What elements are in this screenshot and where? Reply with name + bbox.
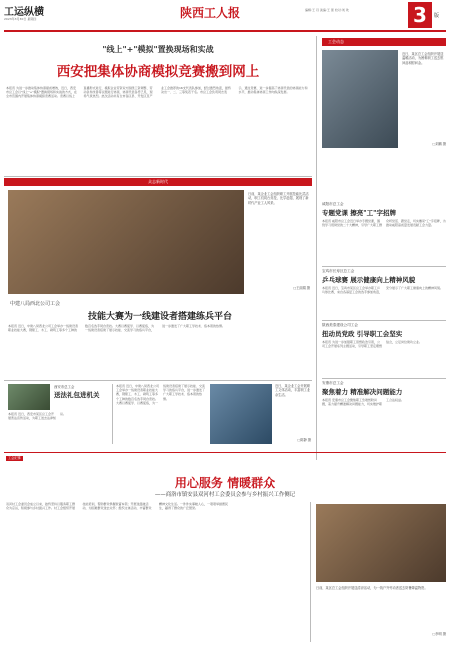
news-body: 本报讯 咸阳市总工会近日举办专题党课，围绕学习贯彻党的二十大精神，引导广大职工群众听党话、跟党走，切实擦亮"工"字招牌，为推动咸阳高质量发展贡献工会力量。: [322, 219, 446, 228]
photo-credit: □刘鹏 摄: [432, 142, 446, 146]
divider: [322, 266, 446, 267]
news-kicker: 宝鸡市长寿区总工会: [322, 269, 355, 273]
section-three-badge: 工会纪事: [8, 456, 21, 460]
divider: [4, 380, 312, 381]
main-headline: 西安把集体协商模拟竞赛搬到网上: [56, 64, 260, 80]
editor-line: 编辑:王 丹 美编:王 蕾 校对:刘 欢: [305, 8, 349, 12]
news-item: [322, 269, 446, 324]
small-thumb: [8, 384, 50, 410]
page-number-box: [408, 2, 432, 28]
date-line: 2023年3月30日 星期四: [4, 17, 37, 21]
article-headline: 技能大赛为一线建设者搭建练兵平台: [87, 312, 232, 322]
article-body: 本报讯 近日，中建八局西北公司工会举办一线建设者职业技能大赛，钢筋工、木工、砌筑工等多个工种的数百名选手同台竞技。大赛以赛促学、以赛促练，为一线建设者搭建了展示技能、交流学习的练兵平台，进一步激发了广大职工学技术、练本领的热情。: [8, 324, 226, 333]
large-photo: [8, 190, 244, 294]
feature-body: 双河村工会委员会成立以来，始终坚持以服务职工群众为宗旨，积极参与乡村振兴工作。村工会组织开展技能培训，帮助群众掌握致富本领；开展送温暖活动，为困难群众送去关怀；组织文体活动，丰富群众精神文化生活。一件件实事暖人心，一项项举措惠民生，赢得了群众的广泛赞誉。: [6, 502, 229, 511]
news-item: [322, 323, 446, 382]
news-title: 聚焦着力 精准解决问题能力: [322, 388, 403, 396]
feature-photo: [316, 504, 446, 582]
page-suffix: 版: [434, 13, 440, 19]
divider: [112, 384, 113, 444]
main-body: 本报讯 为进一步推动集体协商提质增效，近日，西安市总工会以"线上"+"模拟"置换现场和实战的方式，在全市范围内开展集体协商模拟竞赛活动。竞赛以线上直播形式进行，模拟企业劳资双方围绕工资调整、劳动条件改善等议题进行协商，协商代表各抒己见，现场气氛热烈。此次活动共有全市各区县、开发区及产业工会推荐的16支代表队参加，经过激烈角逐，最终决出一、二、三等奖若干名。市总工会负责同志表示，通过竞赛，进一步提高了协商代表的协商能力和水平，推动集体协商工作向纵深发展。: [6, 86, 308, 99]
news-kicker: 陕西美泰建设公司工会: [322, 323, 358, 327]
news-item: [322, 202, 446, 269]
section-two-head: 众志新时代: [4, 178, 312, 186]
divider: [316, 200, 317, 460]
feature-photo-credit: □李明 摄: [432, 632, 446, 636]
divider: [4, 176, 312, 177]
photo-caption: 近日，某区总工会组织开展送温暖活动，为困难职工送去慰问品和慰问金。: [402, 52, 444, 65]
large-photo-caption: 日前，某企业工会组织职工开展技能比武活动，职工们同台竞技，比学赶超，展现了新时代产业工人风采。: [248, 192, 309, 205]
news-title: 乒乓球赛 展示健康向上精神风貌: [322, 276, 416, 284]
side-body: 本报讯 近日，西安市某区总工会开展普法宣传活动，为职工送去法律知识。: [8, 412, 67, 421]
right-section-head: 工会动态: [322, 38, 446, 46]
divider: [322, 320, 446, 321]
divider: [316, 36, 317, 200]
feature-headline: 用心服务 情暖群众: [174, 476, 276, 490]
section-rule: [4, 452, 446, 453]
side-title: 送法礼包进机关: [54, 391, 100, 399]
side-kicker: 西安市总工会: [54, 385, 75, 389]
side-photo-credit: □陈静 摄: [297, 438, 311, 442]
large-photo-credit: □王丽娟 摄: [293, 286, 310, 290]
news-title: 扭动员党政 引导职工会坚实: [322, 330, 403, 338]
side-photo-caption: 近日，某企业工会开展职工文体活动，丰富职工业余生活。: [275, 384, 311, 397]
page-header: [0, 0, 450, 34]
main-kicker: "线上"+"模拟"置换现场和实战: [102, 45, 214, 54]
header-rule: [4, 30, 446, 32]
divider: [322, 378, 446, 379]
news-body: 本报讯 安康市总工会聚焦职工急难愁盼问题，着力提升精准解决问题能力，切实维护职工合法权益。: [322, 398, 405, 407]
divider: [310, 502, 311, 642]
news-photo: [322, 50, 398, 148]
article-kicker: 中建八局西北公司工会: [10, 301, 61, 307]
news-kicker: 咸阳市总工会: [322, 202, 344, 206]
news-body: 本报讯 为进一步加强职工思想政治引领，公司工会开展系列主题活动，引导职工坚定理想信念，立足岗位建功立业。: [322, 340, 423, 349]
news-title: 专题党课 擦亮"工"字招牌: [322, 209, 397, 217]
news-kicker: 安康市总工会: [322, 381, 344, 385]
side-photo: [210, 384, 272, 444]
feature-photo-caption: 日前，某区总工会组织开展送清凉活动，为一线户外劳动者送去防暑降温物资。: [316, 586, 428, 590]
feature-subhead: ——商洛市镇安县双河村工会委员会参与乡村振兴工作侧记: [154, 492, 296, 498]
news-item: [322, 381, 446, 460]
masthead: 陕西工人报: [180, 6, 241, 20]
page-number: 3: [413, 3, 427, 27]
section-title: 工运纵横: [4, 7, 44, 18]
news-body: 本报讯 近日，宝鸡市某区总工会举办职工乒乓球比赛，来自各基层工会的选手参加角逐，充分展示了广大职工健康向上的精神风貌。: [322, 286, 444, 295]
side-article-body: 本报讯 近日，中建八局西北公司工会举办一线建设者职业技能大赛，钢筋工、木工、砌筑工等多个工种的数百名选手同台竞技。大赛以赛促学、以赛促练，为一线建设者搭建了展示技能、交流学习的练兵平台，进一步激发了广大职工学技术、练本领的热情。: [116, 384, 206, 405]
